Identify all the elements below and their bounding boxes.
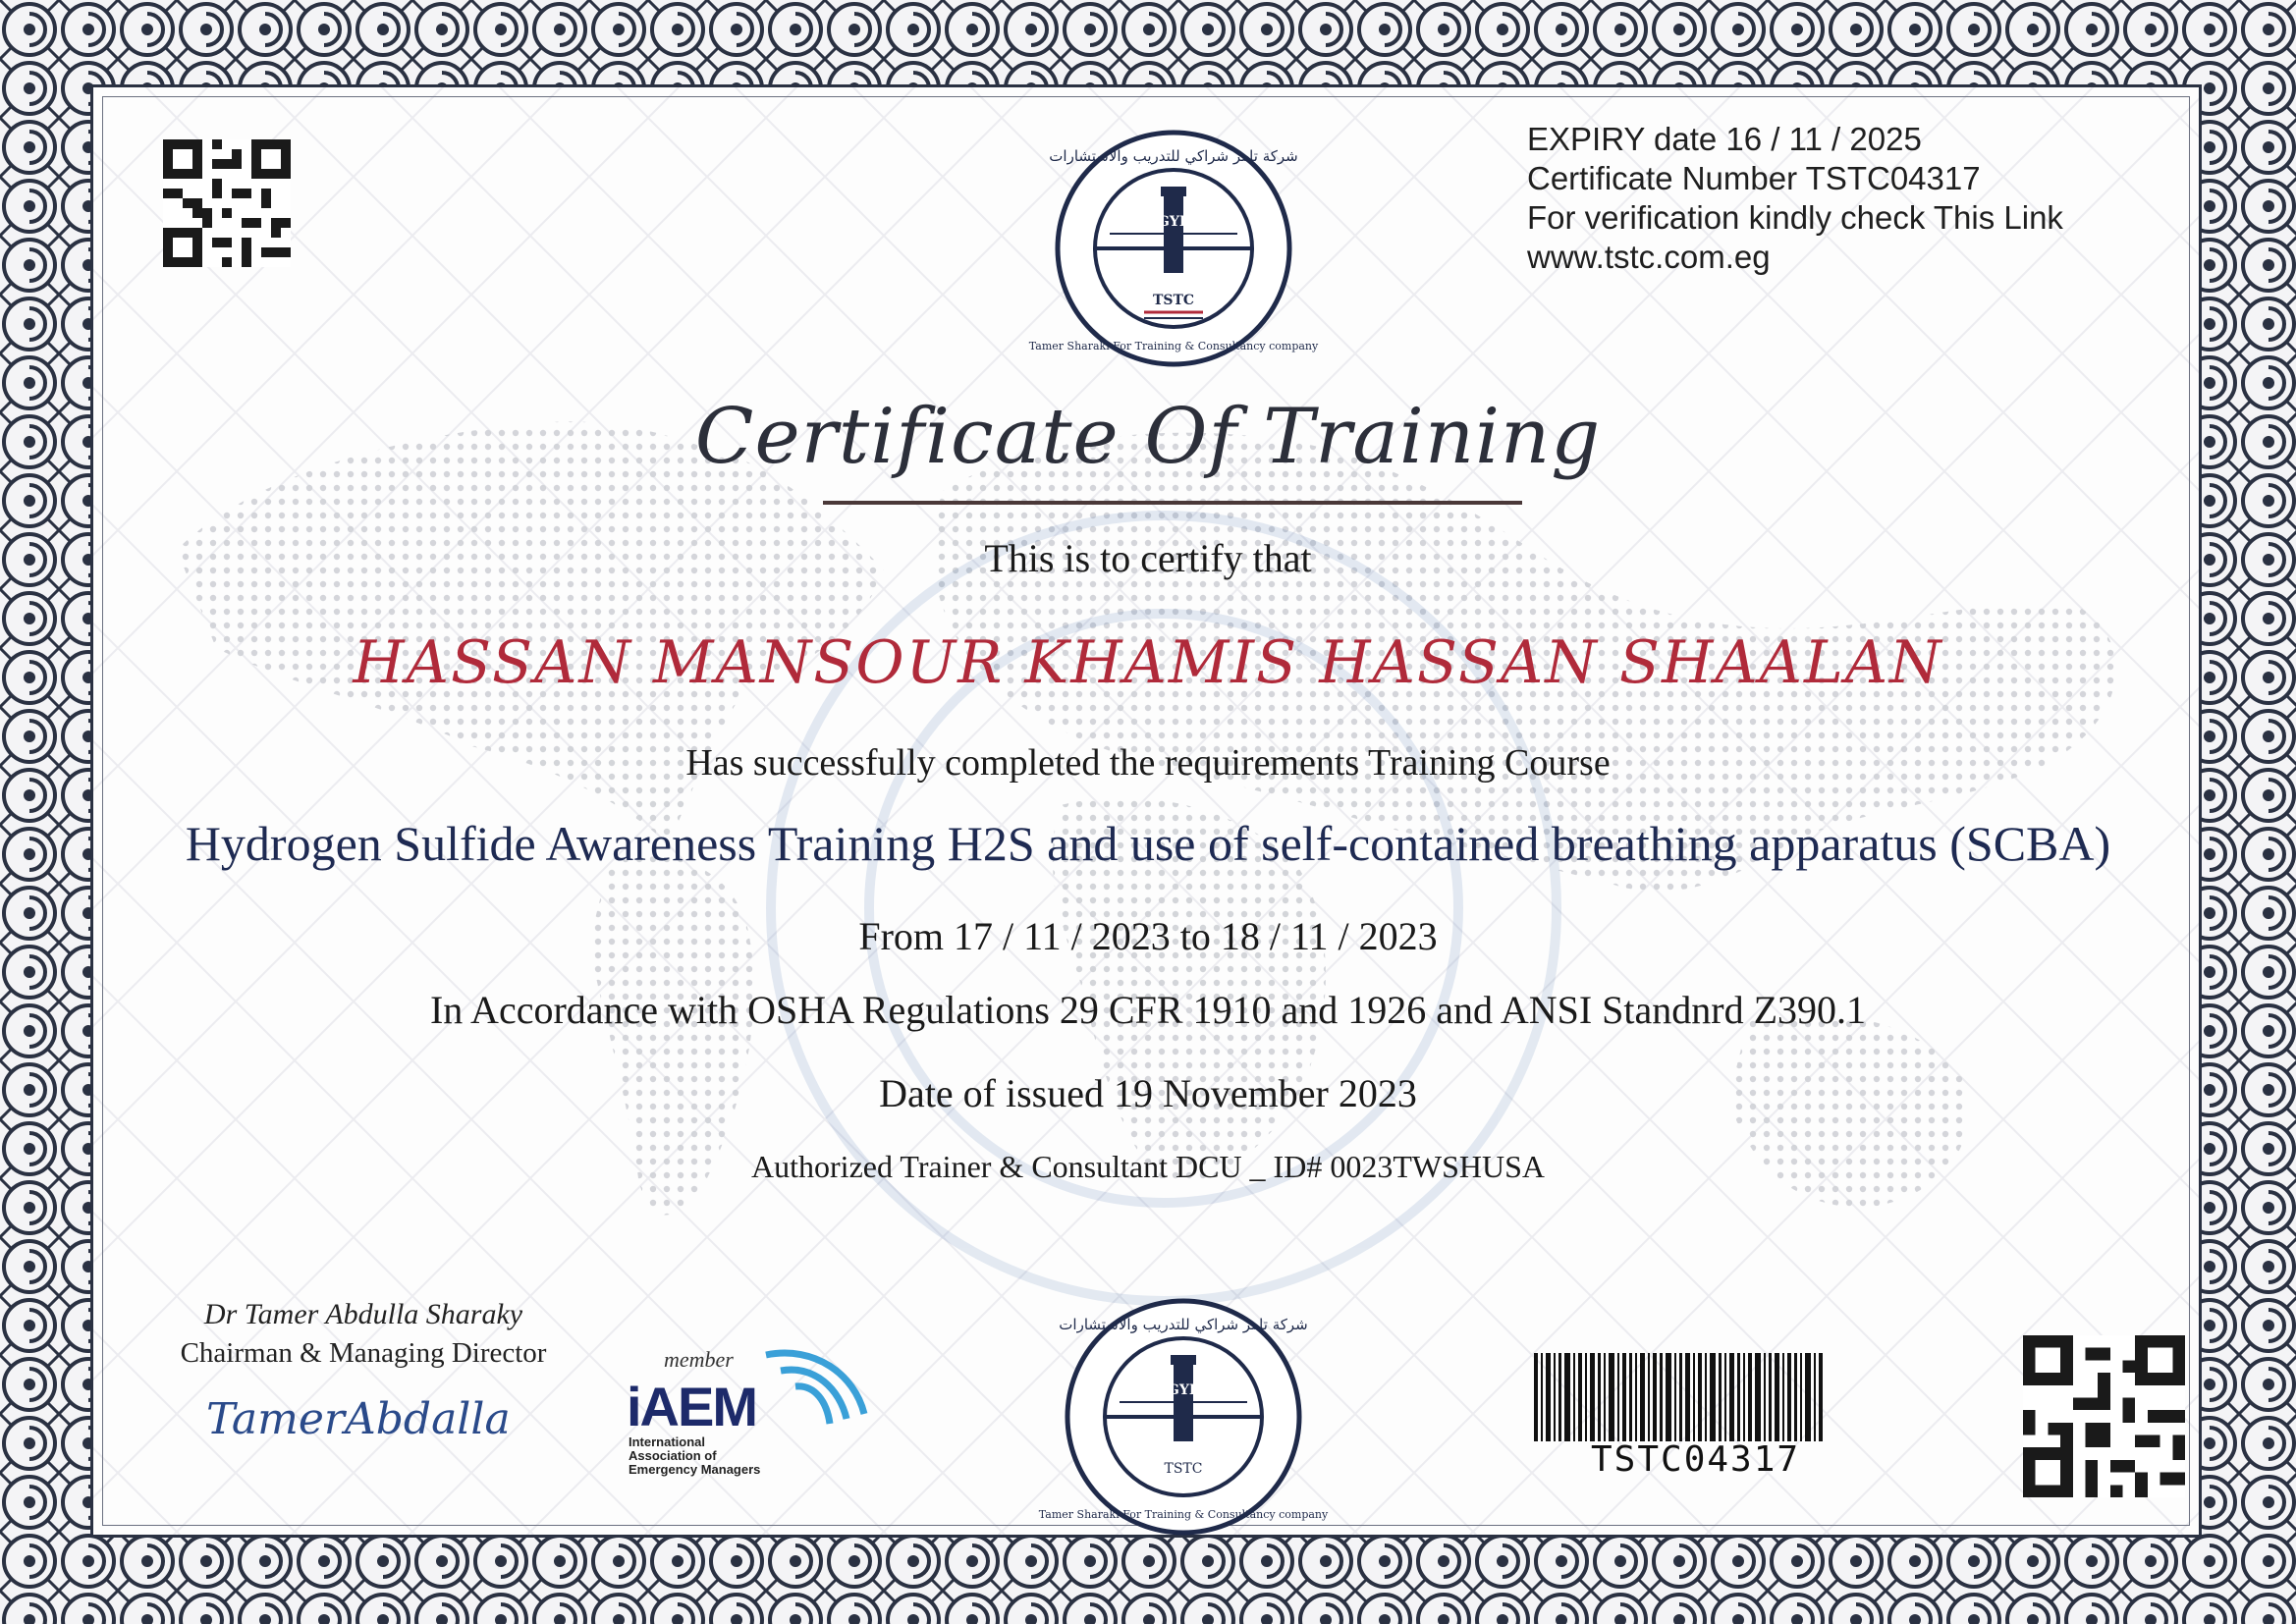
seal-arabic: شركة تامر شراكي للتدريب والاستشارات (1049, 147, 1298, 165)
qr-code-icon (163, 139, 291, 267)
trainer-id: Authorized Trainer & Consultant DCU _ ID# 0023TWSHUSA (751, 1149, 1545, 1184)
bottom-seal-abbrev: TSTC (1164, 1461, 1203, 1477)
verification-link[interactable]: www.tstc.com.eg (1527, 239, 1771, 275)
signature: TamerAbdalla (206, 1394, 511, 1444)
seal-icon (1028, 126, 1319, 371)
bottom-seal-ring-text: Tamer Sharaki For Training & Consultancy company (1038, 1508, 1329, 1521)
bottom-seal-arabic: شركة تامر شراكي للتدريب والاستشارات (1059, 1316, 1308, 1333)
iaem-subtitle (629, 1435, 760, 1477)
bottom-seal-icon (1038, 1294, 1329, 1540)
title-underline (823, 501, 1522, 505)
iaem-logo-text: iAEM (627, 1376, 756, 1437)
bottom-seal-country: EGYPT (1157, 1382, 1210, 1398)
signatory-role: Chairman & Managing Director (180, 1337, 547, 1369)
certificate-number: Certificate Number TSTC04317 (1527, 160, 1981, 196)
course-name: Hydrogen Sulfide Awareness Training H2S and use of self-contained breathing apparatus (SCBA) (185, 816, 2111, 871)
signatory-block (147, 1298, 579, 1370)
iaem-sub-line2: Association of (629, 1448, 717, 1463)
intro-text: This is to certify that (984, 536, 1312, 580)
seal-abbrev: TSTC (1152, 293, 1195, 308)
accordance-text: In Accordance with OSHA Regulations 29 CFR 1910 and 1926 and ANSI Standnrd Z390.1 (429, 988, 1867, 1032)
seal-country: EGYPT (1147, 214, 1200, 230)
qr-code-bottom-icon (2023, 1335, 2185, 1497)
seal-ring-text: Tamer Sharaki For Training & Consultancy company (1028, 340, 1319, 352)
barcode-icon (1534, 1353, 1829, 1441)
recipient-name: HASSAN MANSOUR KHAMIS HASSAN SHAALAN (353, 628, 1943, 697)
certificate-title: Certificate Of Training (694, 393, 1602, 481)
barcode-number: TSTC04317 (1591, 1439, 1801, 1480)
issue-date: Date of issued 19 November 2023 (879, 1071, 1417, 1115)
iaem-sub-line1: International (629, 1435, 706, 1449)
iaem-sub-line3: Emergency Managers (629, 1462, 761, 1477)
verification-instruction: For verification kindly check This Link (1527, 199, 2063, 236)
verification-block (1527, 120, 2063, 277)
iaem-member-label: member (664, 1347, 734, 1372)
completion-text: Has successfully completed the requirements Training Course (685, 742, 1611, 784)
expiry-date: EXPIRY date 16 / 11 / 2025 (1527, 121, 1922, 157)
signatory-name: Dr Tamer Abdulla Sharaky (203, 1298, 523, 1330)
training-period: From 17 / 11 / 2023 to 18 / 11 / 2023 (858, 914, 1438, 958)
